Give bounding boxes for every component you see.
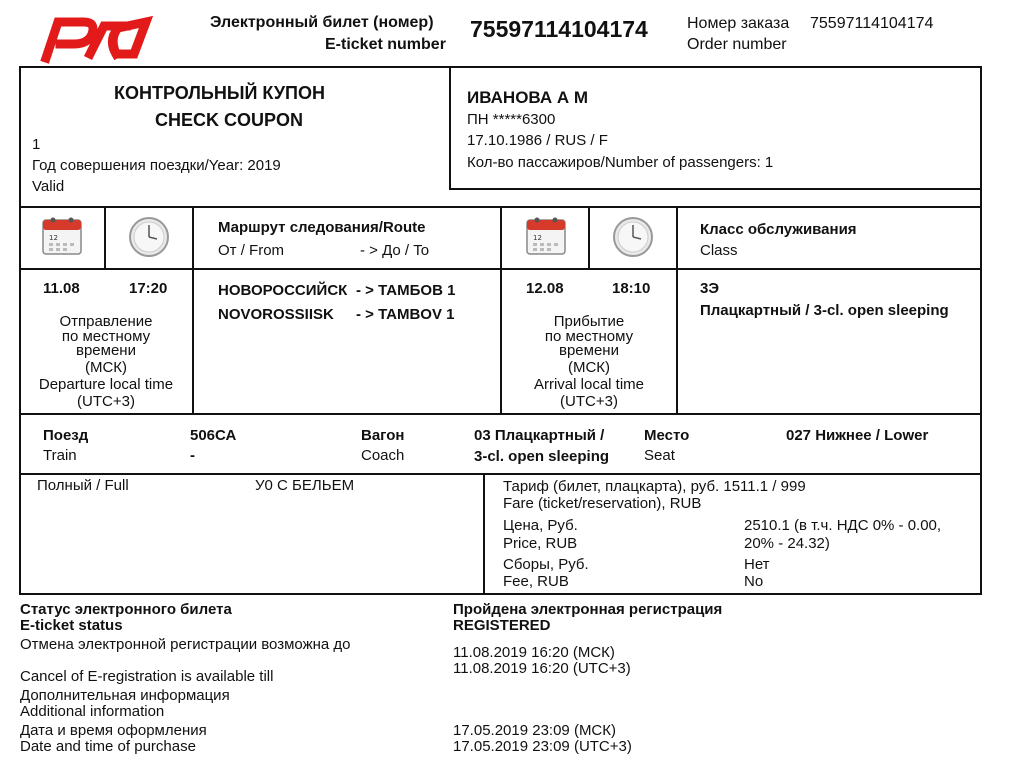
- fare-code: У0 С БЕЛЬЕМ: [255, 477, 355, 494]
- fee-label-en: Fee, RUB: [503, 573, 569, 590]
- fee-label-ru: Сборы, Руб.: [503, 556, 589, 573]
- info-label-en: Additional information: [20, 703, 165, 720]
- svg-text:12: 12: [533, 234, 542, 242]
- clock-icon: [611, 215, 655, 259]
- train-label-en: Train: [43, 447, 77, 464]
- calendar-icon: [40, 214, 84, 258]
- cancel-value-1: 11.08.2019 16:20 (МСК): [453, 644, 615, 661]
- class-title: Класс обслуживания: [700, 221, 857, 238]
- cancel-label-ru: Отмена электронной регистрации возможна до: [20, 636, 351, 653]
- seat-label-en: Seat: [644, 447, 675, 464]
- price-value-1: 2510.1 (в т.ч. НДС 0% - 0.00,: [744, 517, 942, 534]
- coupon-title-en: CHECK COUPON: [155, 110, 304, 130]
- coach-value-1: 03 Плацкартный /: [474, 427, 605, 444]
- status-label-en: E-ticket status: [20, 617, 123, 634]
- train-number-2: -: [190, 447, 195, 464]
- route-from-ru: НОВОРОССИЙСК: [218, 282, 348, 299]
- status-label-ru: Статус электронного билета: [20, 601, 232, 618]
- arrival-label-3: времени: [559, 342, 619, 359]
- coach-value-2: 3-cl. open sleeping: [474, 448, 610, 465]
- svg-text:12: 12: [49, 234, 58, 242]
- divider: [104, 206, 106, 270]
- arrival-time: 18:10: [612, 280, 651, 297]
- fare-tariff-en: Fare (ticket/reservation), RUB: [503, 495, 702, 512]
- info-label-ru: Дополнительная информация: [20, 687, 230, 704]
- train-label-ru: Поезд: [43, 427, 89, 444]
- arrival-label-4: (МСК): [567, 359, 611, 376]
- fee-value-en: No: [744, 573, 764, 590]
- route-to-label: - > До / To: [360, 242, 430, 259]
- train-number: 506СА: [190, 427, 237, 444]
- eticket-label-en: E-ticket number: [325, 36, 446, 53]
- clock-icon: [127, 215, 171, 259]
- route-from-label: От / From: [218, 242, 285, 259]
- service-class-desc: Плацкартный / 3-cl. open sleeping: [700, 302, 949, 319]
- purchase-label-en: Date and time of purchase: [20, 738, 196, 755]
- service-class-code: 3Э: [700, 280, 720, 297]
- arrival-date: 12.08: [526, 280, 564, 297]
- seat-value: 027 Нижнее / Lower: [786, 427, 929, 444]
- departure-label-5: Departure local time: [38, 376, 174, 393]
- coach-label-en: Coach: [361, 447, 405, 464]
- order-label-ru: Номер заказа: [687, 15, 790, 32]
- cancel-label-en: Cancel of E-registration is available till: [20, 668, 274, 685]
- coupon-title-ru: КОНТРОЛЬНЫЙ КУПОН: [114, 83, 325, 103]
- coach-label-ru: Вагон: [361, 427, 405, 444]
- route-to-ru: - > ТАМБОВ 1: [356, 282, 456, 299]
- seat-label-ru: Место: [644, 427, 690, 444]
- calendar-icon: [524, 214, 568, 258]
- order-label-en: Order number: [687, 36, 787, 53]
- purchase-value-1: 17.05.2019 23:09 (МСК): [453, 722, 617, 739]
- arrival-label: [502, 313, 676, 410]
- class-label-en: Class: [700, 242, 738, 259]
- price-label-ru: Цена, Руб.: [503, 517, 578, 534]
- status-value-en: REGISTERED: [453, 617, 551, 634]
- route-from-en: NOVOROSSIISK: [218, 306, 334, 323]
- route-to-en: - > TAMBOV 1: [356, 306, 455, 323]
- price-label-en: Price, RUB: [503, 535, 578, 552]
- fee-value-ru: Нет: [744, 556, 770, 573]
- coupon-valid: Valid: [32, 178, 65, 195]
- departure-date: 11.08: [43, 280, 80, 297]
- passenger-name: ИВАНОВА А М: [467, 88, 589, 107]
- purchase-value-2: 17.05.2019 23:09 (UTC+3): [453, 738, 632, 755]
- coupon-year: Год совершения поездки/Year: 2019: [32, 157, 281, 174]
- departure-label-6: (UTC+3): [77, 393, 135, 410]
- divider: [449, 188, 982, 190]
- departure-label-4: (МСК): [84, 359, 128, 376]
- passenger-doc: ПН *****6300: [467, 111, 556, 128]
- fare-tariff-ru: Тариф (билет, плацкарта), руб. 1511.1 / 999: [503, 478, 806, 495]
- route-title: Маршрут следования/Route: [218, 219, 426, 236]
- eticket-number: 75597114104174: [470, 16, 648, 42]
- fare-type: Полный / Full: [37, 477, 129, 494]
- divider: [19, 473, 982, 475]
- arrival-label-6: (UTC+3): [560, 393, 618, 410]
- divider: [676, 206, 678, 415]
- arrival-label-2: по местному: [544, 328, 634, 345]
- departure-label-1: Отправление: [59, 313, 153, 330]
- passenger-count: Кол-во пассажиров/Number of passengers: 1: [467, 154, 774, 171]
- departure-label-3: времени: [76, 342, 136, 359]
- passenger-birth: 17.10.1986 / RUS / F: [467, 132, 608, 149]
- cancel-value-2: 11.08.2019 16:20 (UTC+3): [453, 660, 631, 677]
- divider: [483, 473, 485, 595]
- price-value-2: 20% - 24.32): [744, 535, 830, 552]
- arrival-label-1: Прибытие: [553, 313, 625, 330]
- rzd-logo: [38, 10, 158, 64]
- departure-label-2: по местному: [61, 328, 151, 345]
- order-number: 75597114104174: [810, 15, 934, 32]
- divider: [449, 66, 451, 190]
- coupon-number: 1: [32, 136, 41, 153]
- status-value-ru: Пройдена электронная регистрация: [453, 601, 723, 618]
- departure-label: [21, 313, 191, 410]
- arrival-label-5: Arrival local time: [533, 376, 645, 393]
- purchase-label-ru: Дата и время оформления: [20, 722, 207, 739]
- departure-time: 17:20: [129, 280, 168, 297]
- eticket-label-ru: Электронный билет (номер): [210, 14, 434, 31]
- divider: [588, 206, 590, 270]
- divider: [192, 206, 194, 415]
